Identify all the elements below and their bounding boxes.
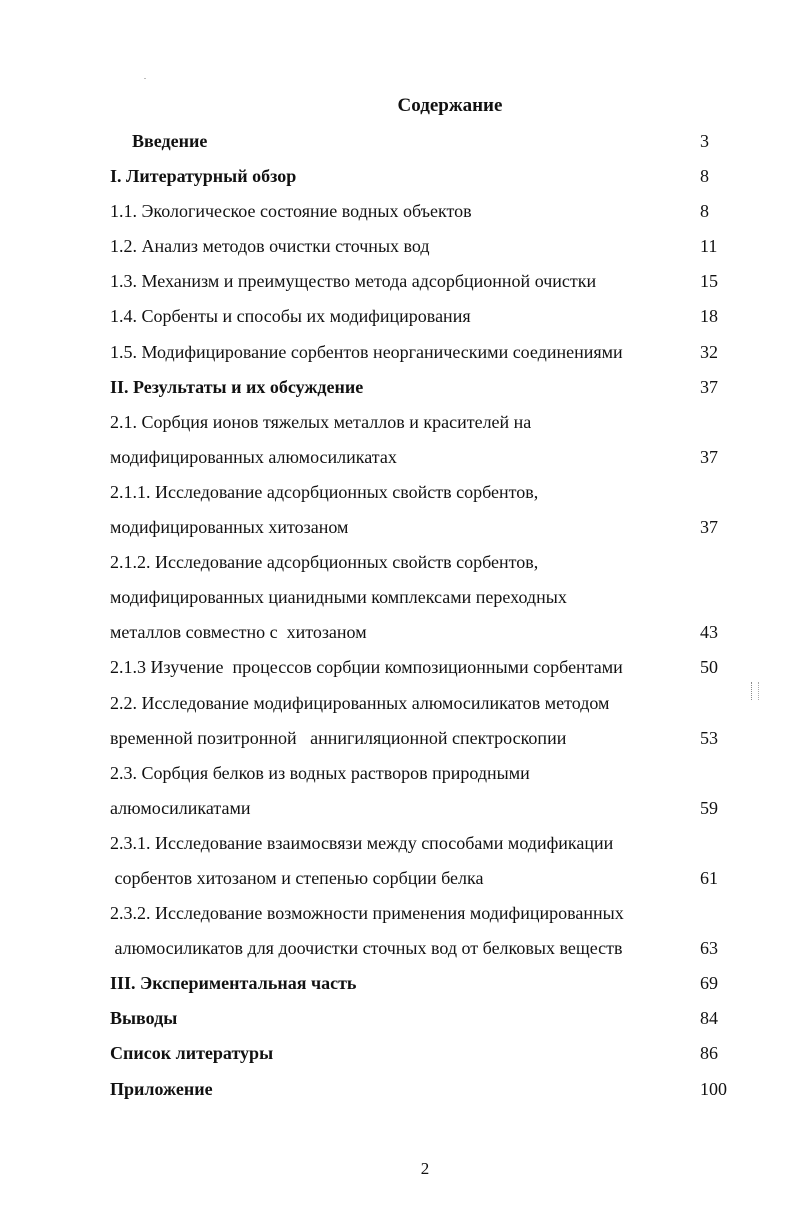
toc-entry	[110, 1038, 740, 1073]
toc-entry-text: 1.5. Модифицирование сорбентов неорганическими соединениями	[110, 341, 623, 362]
toc-entry-page: 37	[700, 517, 718, 538]
toc-entry-text: 2.1. Сорбция ионов тяжелых металлов и красителей на	[110, 411, 532, 432]
toc-entry-text: 2.2. Исследование модифицированных алюмосиликатов методом	[110, 692, 610, 713]
toc-entry-page: 50	[700, 657, 718, 678]
toc-entry	[110, 793, 740, 828]
page-number: 2	[420, 1159, 430, 1178]
toc-entry-text: 1.2. Анализ методов очистки сточных вод	[110, 236, 430, 257]
scan-margin-marks	[751, 682, 759, 700]
toc-title: Содержание	[397, 95, 503, 116]
toc-entry-page: 86	[700, 1043, 718, 1064]
toc-entry	[110, 266, 740, 301]
toc-entry-page: 18	[700, 306, 718, 327]
toc-entry-page: 3	[700, 131, 709, 151]
toc-entry-page: 8	[700, 166, 709, 187]
toc-entry-page: 43	[700, 622, 718, 643]
toc-entry	[110, 301, 740, 336]
toc-entry-page: 100	[700, 1078, 727, 1099]
toc-entry-text: временной позитронной аннигиляционной спектроскопии	[110, 727, 567, 748]
toc-entry	[110, 337, 740, 372]
toc-entry-page: 69	[700, 973, 718, 994]
toc-entry-page: 15	[700, 271, 718, 292]
toc-entry-text: Введение	[132, 131, 208, 151]
toc-entry	[110, 688, 740, 723]
toc-entry	[110, 582, 740, 617]
toc-entry-text: Приложение	[110, 1078, 213, 1099]
toc-entry-text: модифицированных цианидными комплексами переходных	[110, 587, 567, 608]
toc-entry-text: металлов совместно с хитозаном	[110, 622, 367, 643]
toc-entry-page: 11	[700, 236, 718, 257]
toc-entry	[110, 723, 740, 758]
toc-entry	[110, 898, 740, 933]
toc-entry-text: II. Результаты и их обсуждение	[110, 376, 364, 397]
toc-entry	[110, 442, 740, 477]
toc-entry-page: 37	[700, 446, 718, 467]
toc-entry-text: 1.1. Экологическое состояние водных объектов	[110, 201, 472, 222]
toc-entry	[110, 1074, 740, 1109]
toc-entry	[110, 231, 740, 266]
toc-entry	[110, 758, 740, 793]
toc-entry	[110, 933, 740, 968]
toc-entry-text: 2.1.1. Исследование адсорбционных свойств сорбентов,	[110, 481, 539, 502]
toc-entry	[110, 477, 740, 512]
table-of-contents	[110, 126, 740, 1109]
toc-entry	[110, 617, 740, 652]
toc-entry-text: сорбентов хитозаном и степенью сорбции белка	[110, 867, 484, 888]
toc-entry-page: 37	[700, 376, 718, 397]
toc-entry-text: алюмосиликатов для доочистки сточных вод от белковых веществ	[110, 938, 623, 959]
toc-entry	[110, 547, 740, 582]
toc-entry-text: 1.3. Механизм и преимущество метода адсорбционной очистки	[110, 271, 597, 292]
toc-entry-text: Выводы	[110, 1008, 178, 1029]
toc-entry-page: 53	[700, 727, 718, 748]
toc-entry-page: 61	[700, 867, 718, 888]
scan-speck	[144, 78, 146, 79]
toc-entry-text: 2.1.3 Изучение процессов сорбции композиционными сорбентами	[110, 657, 623, 678]
toc-entry-text: 1.4. Сорбенты и способы их модифицирования	[110, 306, 471, 327]
toc-entry-page: 59	[700, 797, 718, 818]
toc-entry	[110, 512, 740, 547]
toc-entry-page: 32	[700, 341, 718, 362]
toc-entry-text: I. Литературный обзор	[110, 166, 297, 187]
toc-entry	[110, 126, 740, 161]
toc-entry	[110, 407, 740, 442]
toc-entry	[110, 161, 740, 196]
toc-entry-text: модифицированных хитозаном	[110, 517, 349, 538]
toc-entry	[110, 196, 740, 231]
toc-entry	[110, 863, 740, 898]
toc-entry	[110, 372, 740, 407]
toc-entry-text: 2.1.2. Исследование адсорбционных свойств сорбентов,	[110, 552, 539, 573]
toc-entry-text: 2.3.2. Исследование возможности применения модифицированных	[110, 903, 624, 924]
toc-entry-text: модифицированных алюмосиликатах	[110, 446, 397, 467]
toc-entry-page: 63	[700, 938, 718, 959]
toc-entry-text: 2.3. Сорбция белков из водных растворов природными	[110, 762, 530, 783]
toc-entry-text: алюмосиликатами	[110, 797, 251, 818]
toc-entry	[110, 1003, 740, 1038]
toc-entry-text: Список литературы	[110, 1043, 274, 1064]
toc-entry-page: 84	[700, 1008, 718, 1029]
toc-entry-page: 8	[700, 201, 709, 222]
toc-entry	[110, 968, 740, 1003]
toc-entry	[110, 828, 740, 863]
toc-entry-text: 2.3.1. Исследование взаимосвязи между способами модификации	[110, 832, 614, 853]
toc-entry	[110, 652, 740, 687]
toc-entry-text: III. Экспериментальная часть	[110, 973, 357, 994]
